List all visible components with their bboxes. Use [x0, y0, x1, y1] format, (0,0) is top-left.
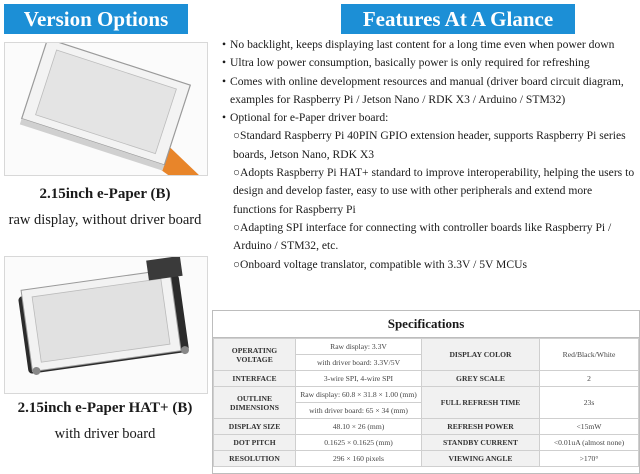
version-options-banner: Version Options [4, 4, 188, 34]
resolution-value: 296 × 160 pixels [296, 451, 422, 467]
grey-scale-label: GREY SCALE [422, 371, 540, 387]
product-title-raw: 2.15inch e-Paper (B) [39, 186, 171, 202]
product-subtitle-raw: raw display, without driver board [8, 212, 202, 228]
resolution-label: RESOLUTION [214, 451, 296, 467]
viewing-angle-label: VIEWING ANGLE [422, 451, 540, 467]
feature-item: • Comes with online development resources and manual (driver board circuit diagram, examples for Raspberry Pi / Jetson Nano / RDK X3 / Arduino / STM32) [222, 73, 638, 110]
operating-voltage-raw: Raw display: 3.3V [296, 339, 422, 355]
operating-voltage-label: OPERATING VOLTAGE [214, 339, 296, 371]
product-title-hat: 2.15inch e-Paper HAT+ (B) [17, 400, 193, 416]
interface-value: 3-wire SPI, 4-wire SPI [296, 371, 422, 387]
feature-item: • No backlight, keeps displaying last content for a long time even when power down [222, 36, 638, 54]
hat-epaper-illustration [5, 257, 207, 393]
product-subtitle-hat: with driver board [54, 426, 156, 442]
outline-dimensions-raw: Raw display: 60.8 × 31.8 × 1.00 (mm) [296, 387, 422, 403]
viewing-angle-value: >170° [540, 451, 639, 467]
refresh-power-label: REFRESH POWER [422, 419, 540, 435]
feature-sub-item: ○Onboard voltage translator, compatible with 3.3V / 5V MCUs [233, 257, 527, 271]
standby-current-value: <0.01uA (almost none) [540, 435, 639, 451]
features-list [222, 36, 638, 274]
features-banner: Features At A Glance [341, 4, 575, 34]
dot-pitch-value: 0.1625 × 0.1625 (mm) [296, 435, 422, 451]
dot-pitch-label: DOT PITCH [214, 435, 296, 451]
specifications-table [212, 310, 640, 474]
full-refresh-time-value: 23s [540, 387, 639, 419]
display-size-value: 48.10 × 26 (mm) [296, 419, 422, 435]
outline-dimensions-label: OUTLINE DIMENSIONS [214, 387, 296, 419]
product-image-hat [4, 256, 208, 394]
feature-sub-item: ○Adapting SPI interface for connecting with controller boards like Raspberry Pi / Arduino / STM32, etc. [233, 220, 612, 253]
interface-label: INTERFACE [214, 371, 296, 387]
specifications-title: Specifications [213, 311, 639, 338]
outline-dimensions-driver: with driver board: 65 × 34 (mm) [296, 403, 422, 419]
feature-item: • Optional for e-Paper driver board: [222, 109, 638, 127]
display-color-label: DISPLAY COLOR [422, 339, 540, 371]
feature-sub-item: ○Adopts Raspberry Pi HAT+ standard to improve interoperability, helping the users to design and develop faster, easy to use with other peripherals and extend more functions for Raspberry Pi [233, 166, 635, 216]
display-color-value: Red/Black/White [540, 339, 639, 371]
feature-item: • Ultra low power consumption, basically power is only required for refreshing [222, 54, 638, 72]
full-refresh-time-label: FULL REFRESH TIME [422, 387, 540, 419]
grey-scale-value: 2 [540, 371, 639, 387]
raw-epaper-illustration [5, 43, 207, 175]
standby-current-label: STANDBY CURRENT [422, 435, 540, 451]
display-size-label: DISPLAY SIZE [214, 419, 296, 435]
feature-sub-item: ○Standard Raspberry Pi 40PIN GPIO extension header, supports Raspberry Pi series boards, Jetson Nano, RDK X3 [233, 129, 626, 161]
refresh-power-value: <15mW [540, 419, 639, 435]
operating-voltage-driver: with driver board: 3.3V/5V [296, 355, 422, 371]
product-image-raw-display [4, 42, 208, 176]
